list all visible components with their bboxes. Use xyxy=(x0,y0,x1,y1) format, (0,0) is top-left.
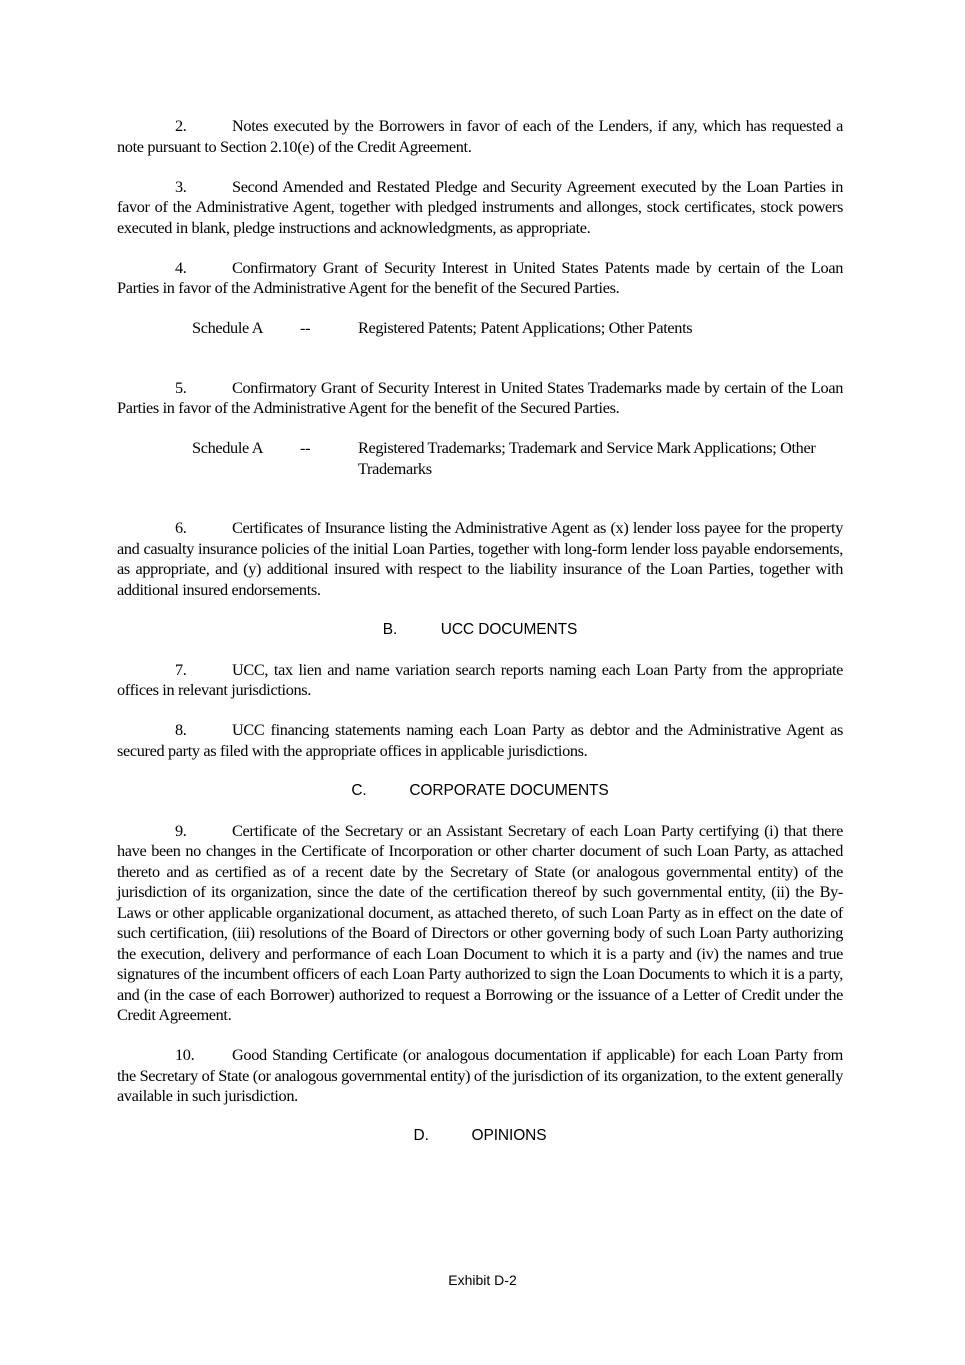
paragraph-3 xyxy=(117,177,843,239)
section-heading-ucc xyxy=(117,620,843,641)
section-letter: B. xyxy=(382,620,398,638)
section-title: CORPORATE DOCUMENTS xyxy=(409,781,609,799)
paragraph-number: 4. xyxy=(175,257,187,277)
schedule-description: Registered Trademarks; Trademark and Service Mark Applications; Other Trademarks xyxy=(358,438,816,478)
paragraph-4 xyxy=(117,258,843,299)
section-title: UCC DOCUMENTS xyxy=(440,620,578,638)
section-letter: D. xyxy=(413,1127,429,1144)
document-body xyxy=(117,116,843,1166)
paragraph-text: Certificates of Insurance listing the Administrative Agent as (x) lender loss payee for the property and casualty insurance policies of the initial Loan Parties, together with long-form lender loss payable endorsements, as appropriate, and (y) additional insured with respect to the liability insurance of the Loan Parties, together with additional insured endorsements. xyxy=(117,518,843,599)
paragraph-text: UCC, tax lien and name variation search reports naming each Loan Party from the appropriate offices in relevant jurisdictions. xyxy=(117,659,843,699)
schedule-dash: -- xyxy=(300,318,311,337)
paragraph-text: UCC financing statements naming each Loan Party as debtor and the Administrative Agent as secured party as filed with the appropriate offices in applicable jurisdictions. xyxy=(117,720,843,760)
paragraph-text: Good Standing Certificate (or analogous documentation if applicable) for each Loan Party from the Secretary of State (or analogous governmental entity) of the jurisdiction of its organization, to the extent generally available in such jurisdiction. xyxy=(117,1045,843,1105)
paragraph-6 xyxy=(117,518,843,600)
paragraph-5 xyxy=(117,378,843,419)
paragraph-number: 3. xyxy=(175,176,187,196)
paragraph-8 xyxy=(117,720,843,761)
schedule-description: Registered Patents; Patent Applications; Other Patents xyxy=(358,318,693,337)
paragraph-text: Confirmatory Grant of Security Interest in United States Trademarks made by certain of the Loan Parties in favor of the Administrative Agent for the benefit of the Secured Parties. xyxy=(117,377,843,417)
paragraph-number: 9. xyxy=(175,820,187,840)
page-footer: Exhibit D-2 xyxy=(448,1272,517,1288)
paragraph-text: Certificate of the Secretary or an Assistant Secretary of each Loan Party certifying (i) that there have been no changes in the Certificate of Incorporation or other charter document of such Loan Party, as attached thereto and as certified as of a recent date by the Secretary of State (or analogous governmental entity) of the jurisdiction of its organization, since the date of the certification thereof by such governmental entity, (ii) the By-Laws or other applicable organizational document, as attached thereto, of such Loan Party as in effect on the date of such certification, (iii) resolutions of the Board of Directors or other governing body of such Loan Party authorizing the execution, delivery and performance of each Loan Document to which it is a party and (iv) the names and true signatures of the incumbent officers of each Loan Party authorized to sign the Loan Documents to which it is a party, and (in the case of each Borrower) authorized to request a Borrowing or the issuance of a Letter of Credit under the Credit Agreement. xyxy=(117,820,843,1024)
paragraph-9 xyxy=(117,821,843,1026)
paragraph-number: 10. xyxy=(175,1045,195,1064)
schedule-label: Schedule A xyxy=(192,438,264,457)
schedule-dash: -- xyxy=(300,438,311,457)
paragraph-7 xyxy=(117,660,843,701)
section-heading-corporate xyxy=(117,781,843,802)
paragraph-number: 6. xyxy=(175,518,187,537)
schedule-label: Schedule A xyxy=(192,318,264,337)
section-heading-opinions xyxy=(117,1126,843,1147)
section-letter: C. xyxy=(351,781,367,799)
paragraph-text: Second Amended and Restated Pledge and Security Agreement executed by the Loan Parties in favor of the Administrative Agent, together with pledged instruments and allonges, stock certificates, stock powers executed in blank, pledge instructions and acknowledgments, as appropriate. xyxy=(117,176,843,237)
paragraph-10 xyxy=(117,1045,843,1107)
schedule-trademarks xyxy=(117,438,843,479)
paragraph-number: 5. xyxy=(175,377,187,397)
paragraph-number: 7. xyxy=(175,659,187,679)
paragraph-number: 8. xyxy=(175,720,187,739)
schedule-patents xyxy=(117,318,843,339)
paragraph-2 xyxy=(117,116,843,157)
paragraph-text: Notes executed by the Borrowers in favor of each of the Lenders, if any, which has requested a note pursuant to Section 2.10(e) of the Credit Agreement. xyxy=(117,116,843,156)
paragraph-number: 2. xyxy=(175,116,187,135)
section-title: OPINIONS xyxy=(471,1127,547,1144)
paragraph-text: Confirmatory Grant of Security Interest in United States Patents made by certain of the Loan Parties in favor of the Administrative Agent for the benefit of the Secured Parties. xyxy=(117,257,843,297)
